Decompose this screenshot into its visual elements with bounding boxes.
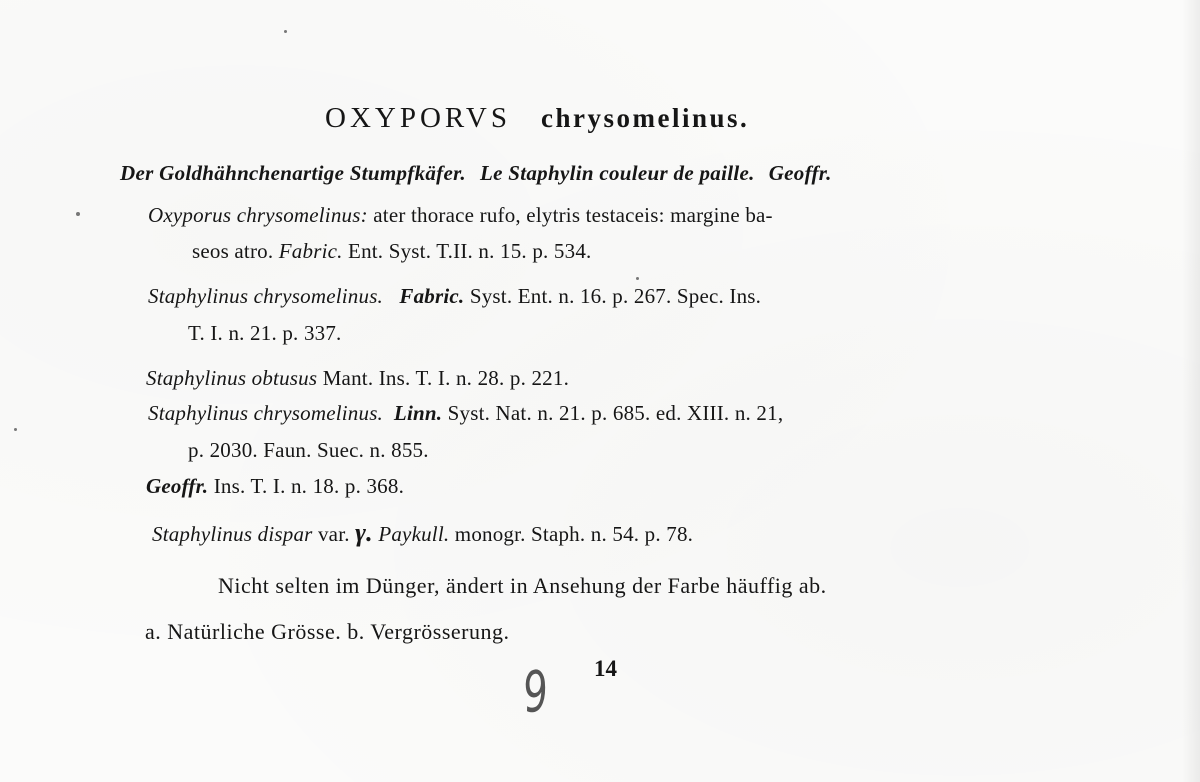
synonym-reference: Mant. Ins. T. I. n. 28. p. 221. (322, 366, 570, 390)
synonym-name: Staphylinus dispar (152, 522, 313, 546)
figure-legend: a. Natürliche Grösse. b. Vergrösserung. (145, 619, 510, 644)
paper-speck (284, 30, 287, 33)
synonym-author: Paykull. (378, 522, 450, 546)
synonym-entry-3 (146, 368, 569, 389)
synonym-reference: Syst. Nat. n. 21. p. 685. ed. XIII. n. 21, (447, 401, 784, 425)
synonym-author: Fabric. (278, 239, 343, 263)
synonym-author: Geoffr. (146, 474, 209, 498)
title-species: chrysomelinus. (541, 103, 750, 133)
french-name-author: Geoffr. (768, 161, 832, 185)
german-name: Der Goldhähnchenartige Stumpfkäfer. (120, 161, 466, 185)
paper-speck (76, 212, 80, 216)
synonym-reference: monogr. Staph. n. 54. p. 78. (454, 522, 694, 546)
synonym-variety-label: var. (317, 522, 350, 546)
page-number: 14 (594, 656, 617, 681)
synonym-name: Staphylinus chrysomelinus. (148, 284, 384, 308)
title-genus: OXYPORVS (325, 102, 511, 134)
habitat-note: Nicht selten im Dünger, ändert in Ansehung der Farbe häuffig ab. (218, 573, 827, 598)
synonym-name: Staphylinus chrysomelinus. (148, 401, 384, 425)
synonym-reference-cont: T. I. n. 21. p. 337. (188, 321, 342, 345)
handwritten-number: 9 (520, 658, 552, 727)
synonym-entry-6 (152, 520, 693, 546)
synonym-reference: Syst. Ent. n. 16. p. 267. Spec. Ins. (469, 284, 762, 308)
synonym-entry-1-line-1 (148, 205, 773, 226)
french-name: Le Staphylin couleur de paille. (479, 161, 755, 185)
synonym-description: ater thorace rufo, elytris testaceis: margine ba- (373, 203, 773, 227)
synonym-name: Oxyporus chrysomelinus: (148, 203, 368, 227)
paper-speck (14, 428, 17, 431)
page-edge-shadow (1182, 0, 1200, 782)
paper-speck (636, 277, 639, 280)
synonym-variety-letter: γ. (355, 518, 373, 547)
synonym-reference-cont: p. 2030. Faun. Suec. n. 855. (188, 438, 429, 462)
synonym-entry-2-line-1 (148, 286, 761, 307)
synonym-author: Linn. (393, 401, 443, 425)
species-title (325, 104, 749, 133)
synonym-name: Staphylinus obtusus (146, 366, 318, 390)
synonym-entry-4-line-2 (188, 440, 429, 461)
synonym-entry-1-line-2 (192, 241, 591, 262)
synonym-entry-5 (146, 476, 404, 497)
synonym-entry-4-line-1 (148, 403, 783, 424)
synonym-description-cont: seos atro. (192, 239, 274, 263)
synonym-author: Fabric. (399, 284, 465, 308)
common-names-line (120, 163, 832, 184)
synonym-reference: Ins. T. I. n. 18. p. 368. (213, 474, 405, 498)
synonym-entry-2-line-2 (188, 323, 342, 344)
synonym-reference: Ent. Syst. T.II. n. 15. p. 534. (348, 239, 592, 263)
